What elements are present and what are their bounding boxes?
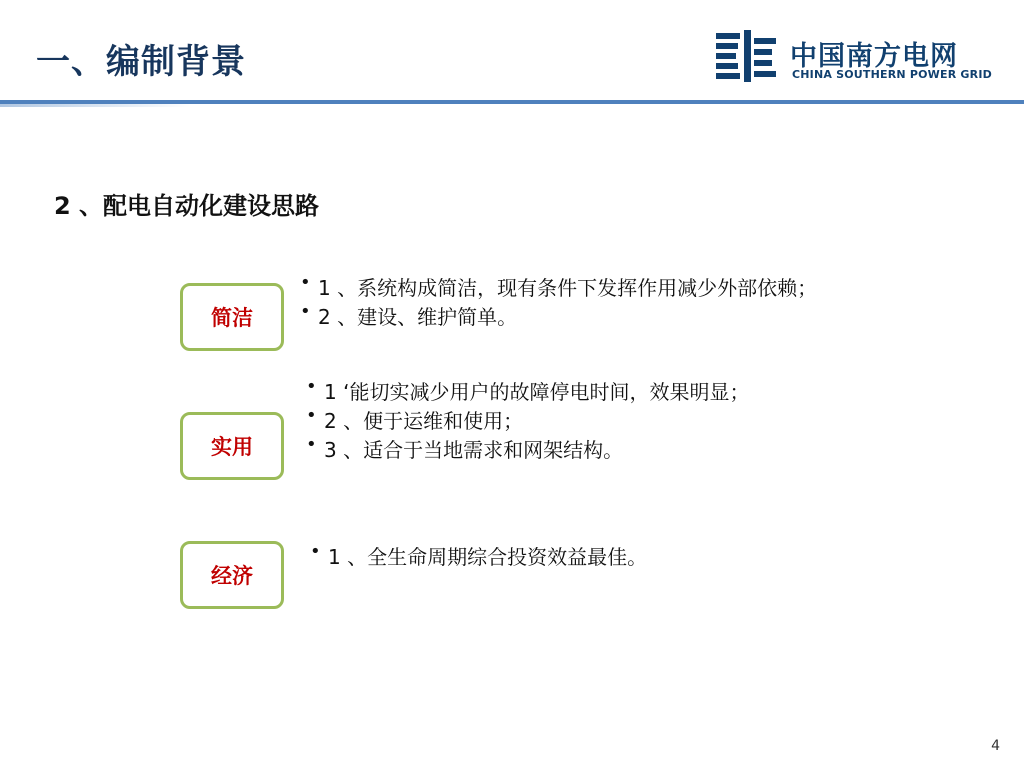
list-item-text: 1 、系统构成简洁，现有条件下发挥作用减少外部依赖； (318, 276, 818, 300)
list-item (306, 407, 749, 436)
economical-items-list (310, 543, 647, 572)
bullet-icon: • (306, 434, 317, 455)
simple-items-list (300, 274, 817, 332)
list-item-text: 1 、全生命周期综合投资效益最佳。 (328, 545, 648, 569)
logo-english-name: CHINA SOUTHERN POWER GRID (792, 68, 992, 81)
label-box-simple: 简洁 (180, 283, 284, 351)
bullet-icon: • (300, 272, 311, 293)
bullet-icon: • (310, 541, 321, 562)
list-item (300, 274, 817, 303)
bullet-icon: • (306, 376, 317, 397)
list-item-text: 1 ‘能切实减少用户的故障停电时间，效果明显； (324, 380, 750, 404)
section-title: 2 、配电自动化建设思路 (54, 192, 320, 220)
label-box-economical: 经济 (180, 541, 284, 609)
list-item (306, 378, 749, 407)
bullet-icon: • (306, 405, 317, 426)
header-divider-shadow (0, 104, 190, 107)
company-logo (714, 30, 992, 82)
list-item (306, 436, 749, 465)
practical-items-list (306, 378, 749, 465)
list-item (310, 543, 647, 572)
slide-title: 一、编制背景 (36, 42, 246, 82)
bullet-icon: • (300, 301, 311, 322)
label-box-practical: 实用 (180, 412, 284, 480)
list-item (300, 303, 817, 332)
power-grid-logo-icon (714, 30, 778, 82)
list-item-text: 2 、建设、维护简单。 (318, 305, 518, 329)
logo-chinese-name: 中国南方电网 (790, 41, 958, 72)
page-number: 4 (991, 738, 1000, 754)
list-item-text: 3 、适合于当地需求和网架结构。 (324, 438, 624, 462)
list-item-text: 2 、便于运维和使用； (324, 409, 524, 433)
